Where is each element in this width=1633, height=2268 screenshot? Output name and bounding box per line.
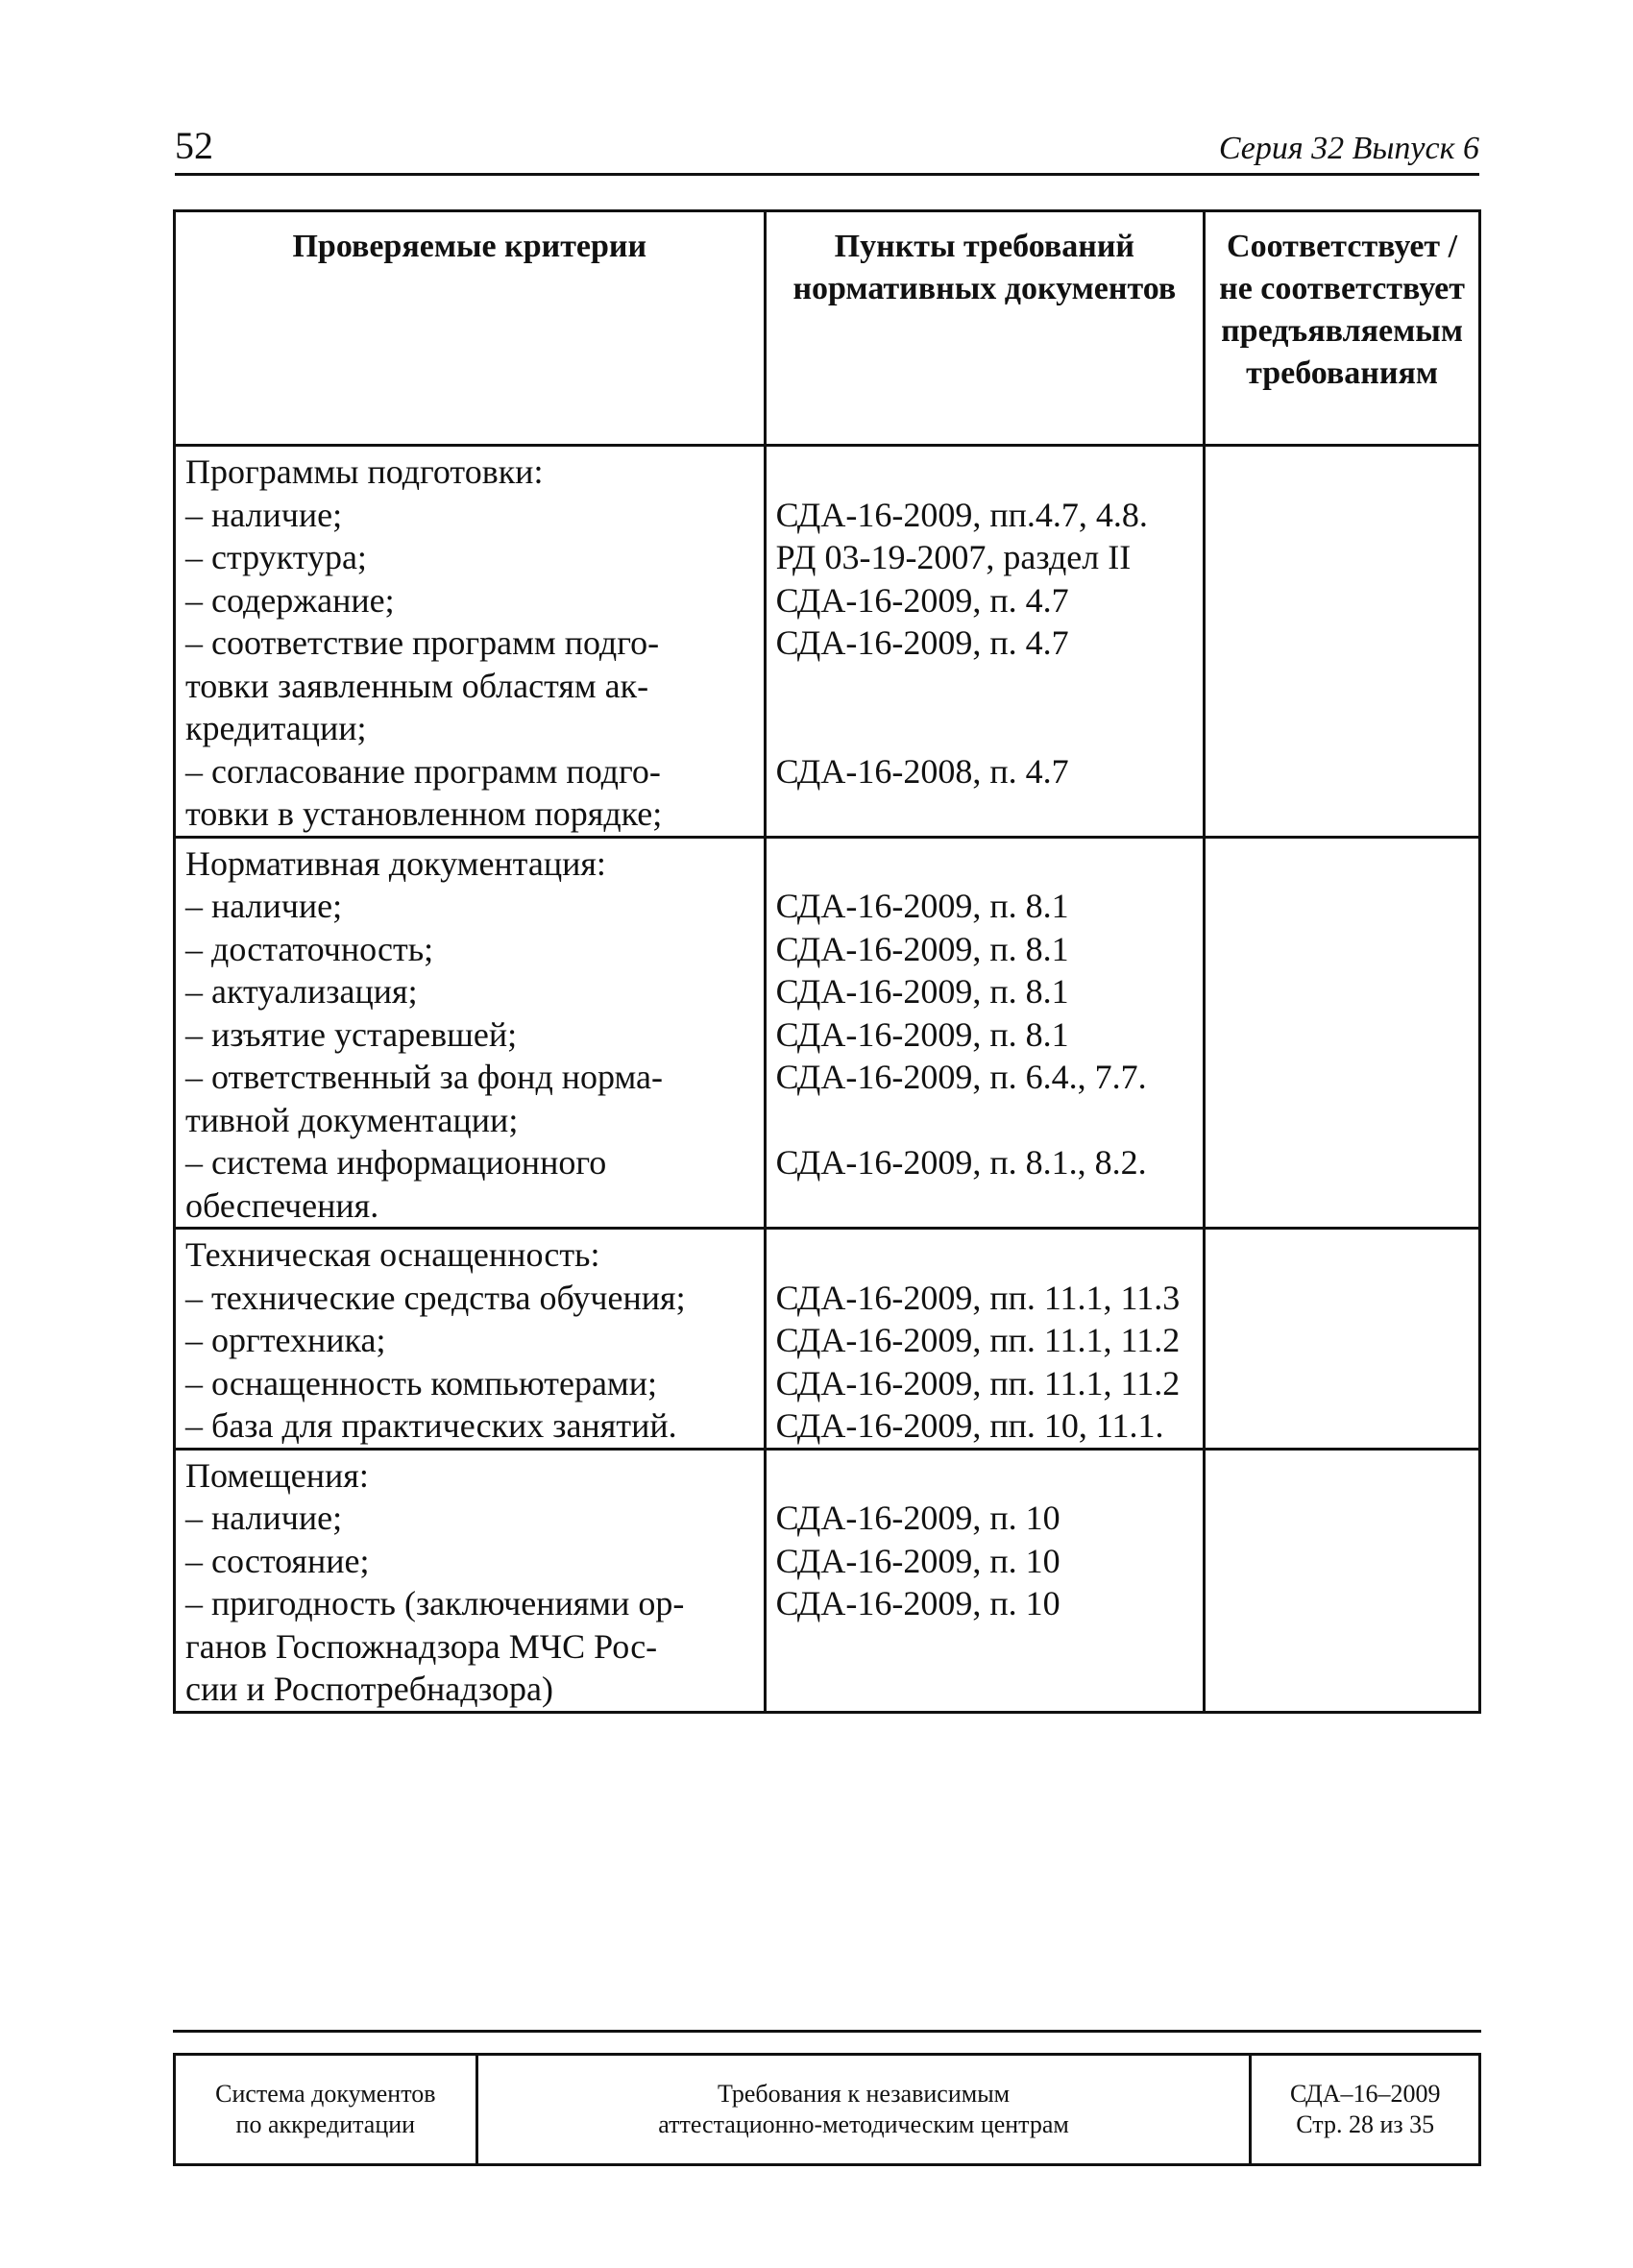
criteria-cell-line: – база для практических занятий. bbox=[185, 1406, 677, 1445]
compliance-cell bbox=[1205, 1229, 1480, 1450]
references-cell-line bbox=[776, 707, 1194, 750]
criteria-cell-line: Нормативная документация: bbox=[185, 843, 606, 883]
references-cell-line bbox=[776, 665, 1194, 708]
references-cell-line: СДА-16-2008, п. 4.7 bbox=[775, 751, 1069, 791]
footer-page-counter: Стр. 28 из 35 bbox=[1296, 2110, 1435, 2138]
criteria-cell-line: – состояние; bbox=[185, 1541, 370, 1580]
criteria-cell-line: кредитации; bbox=[185, 709, 367, 747]
references-cell-line: СДА-16-2009, п. 8.1., 8.2. bbox=[775, 1143, 1147, 1182]
footer-table bbox=[173, 2053, 1481, 2166]
criteria-cell bbox=[175, 1449, 766, 1712]
compliance-cell bbox=[1205, 446, 1480, 838]
references-cell-line bbox=[776, 451, 1194, 494]
column-header-criteria: Проверяемые критерии bbox=[175, 211, 766, 446]
criteria-cell-line: – оргтехника; bbox=[185, 1321, 386, 1359]
criteria-cell-line: – оснащенность компьютерами; bbox=[185, 1363, 657, 1402]
table-row bbox=[175, 837, 1480, 1229]
references-cell-line: СДА-16-2009, пп. 11.1, 11.2 bbox=[775, 1321, 1181, 1359]
criteria-cell-line: – содержание; bbox=[185, 580, 395, 620]
compliance-cell bbox=[1205, 837, 1480, 1229]
criteria-cell-line: – актуализация; bbox=[185, 972, 418, 1011]
criteria-cell bbox=[175, 837, 766, 1229]
criteria-cell-line: – система информационного bbox=[185, 1143, 607, 1182]
criteria-cell-line: – структура; bbox=[185, 538, 367, 576]
criteria-cell-line: – наличие; bbox=[185, 887, 343, 925]
criteria-table bbox=[173, 209, 1481, 1714]
references-cell-line: СДА-16-2009, пп. 10, 11.1. bbox=[775, 1406, 1164, 1445]
header-rule bbox=[175, 173, 1479, 176]
criteria-cell-line: – достаточность; bbox=[185, 929, 434, 968]
references-cell-line: СДА-16-2009, п. 10 bbox=[775, 1541, 1060, 1580]
footer-system-line: Система документов bbox=[215, 2080, 436, 2108]
criteria-cell-line: – ответственный за фонд норма- bbox=[185, 1058, 663, 1096]
criteria-cell-line: – наличие; bbox=[185, 1499, 343, 1537]
footer-title-line: Требования к независимым bbox=[717, 2080, 1011, 2108]
criteria-cell bbox=[175, 446, 766, 838]
page-number: 52 bbox=[175, 124, 213, 167]
footer-system-line: по аккредитации bbox=[235, 2110, 416, 2138]
references-cell-line bbox=[776, 1099, 1194, 1142]
criteria-cell-line: Помещения: bbox=[185, 1455, 369, 1495]
criteria-cell-line: – технические средства обучения; bbox=[185, 1278, 686, 1317]
criteria-cell-line: сии и Роспотребнадзора) bbox=[185, 1670, 554, 1708]
references-cell-line: СДА-16-2009, п. 8.1 bbox=[775, 972, 1069, 1011]
criteria-cell-line: товки в установленном порядке; bbox=[185, 794, 663, 833]
footer-rule bbox=[173, 2030, 1481, 2033]
criteria-cell bbox=[175, 1229, 766, 1450]
references-cell-line bbox=[776, 842, 1194, 886]
column-header-compliance: Соответствует / не соответствует предъявляемым требованиям bbox=[1205, 211, 1480, 446]
criteria-cell-line: обеспечения. bbox=[185, 1185, 379, 1225]
references-cell-line: СДА-16-2009, пп. 11.1, 11.2 bbox=[775, 1363, 1181, 1402]
table-header-row bbox=[175, 211, 1480, 446]
criteria-cell-line: ганов Госпожнадзора МЧС Рос- bbox=[185, 1626, 658, 1666]
criteria-cell-line: – изъятие устаревшей; bbox=[185, 1014, 518, 1054]
references-cell-line bbox=[776, 793, 1194, 836]
criteria-cell-line: – наличие; bbox=[185, 495, 343, 534]
table-row bbox=[175, 1229, 1480, 1450]
references-cell-line: СДА-16-2009, п. 8.1 bbox=[775, 1014, 1069, 1054]
references-cell bbox=[765, 1449, 1205, 1712]
references-cell-line bbox=[776, 1184, 1194, 1228]
footer-system-cell bbox=[175, 2055, 477, 2165]
table-body bbox=[175, 446, 1480, 1713]
references-cell-line: СДА-16-2009, п. 4.7 bbox=[775, 580, 1069, 620]
references-cell bbox=[765, 837, 1205, 1229]
column-header-references: Пункты требований нормативных документов bbox=[765, 211, 1205, 446]
series-title: Серия 32 Выпуск 6 bbox=[1218, 131, 1479, 166]
references-cell-line: СДА-16-2009, п. 8.1 bbox=[775, 929, 1069, 968]
references-cell-line: РД 03-19-2007, раздел II bbox=[775, 538, 1132, 576]
references-cell-line bbox=[776, 1454, 1194, 1498]
criteria-cell-line: тивной документации; bbox=[185, 1100, 519, 1139]
references-cell-line bbox=[776, 1625, 1194, 1669]
footer-code-cell bbox=[1251, 2055, 1480, 2165]
references-cell-line: СДА-16-2009, пп. 11.1, 11.3 bbox=[775, 1278, 1181, 1317]
footer-document-title-cell bbox=[476, 2055, 1251, 2165]
references-cell-line: СДА-16-2009, п. 10 bbox=[775, 1499, 1060, 1537]
references-cell-line: СДА-16-2009, п. 4.7 bbox=[775, 623, 1069, 662]
references-cell-line: СДА-16-2009, п. 10 bbox=[775, 1584, 1060, 1622]
footer-title-line: аттестационно-методическим центрам bbox=[658, 2110, 1069, 2138]
criteria-cell-line: – пригодность (заключениями ор- bbox=[185, 1584, 685, 1622]
criteria-cell-line: Техническая оснащенность: bbox=[185, 1235, 600, 1274]
references-cell bbox=[765, 1229, 1205, 1450]
table-row bbox=[175, 1449, 1480, 1712]
references-cell-line: СДА-16-2009, п. 6.4., 7.7. bbox=[775, 1058, 1147, 1096]
criteria-cell-line: товки заявленным областям ак- bbox=[185, 666, 649, 705]
footer-document-code: СДА–16–2009 bbox=[1289, 2080, 1441, 2108]
references-cell-line bbox=[776, 1668, 1194, 1711]
table-row bbox=[175, 446, 1480, 838]
compliance-cell bbox=[1205, 1449, 1480, 1712]
criteria-cell-line: – согласование программ подго- bbox=[185, 751, 661, 791]
references-cell-line: СДА-16-2009, пп.4.7, 4.8. bbox=[775, 495, 1148, 534]
references-cell-line bbox=[776, 1233, 1194, 1277]
references-cell-line: СДА-16-2009, п. 8.1 bbox=[775, 887, 1069, 925]
criteria-cell-line: – соответствие программ подго- bbox=[185, 623, 660, 662]
criteria-cell-line: Программы подготовки: bbox=[185, 452, 544, 491]
references-cell bbox=[765, 446, 1205, 838]
